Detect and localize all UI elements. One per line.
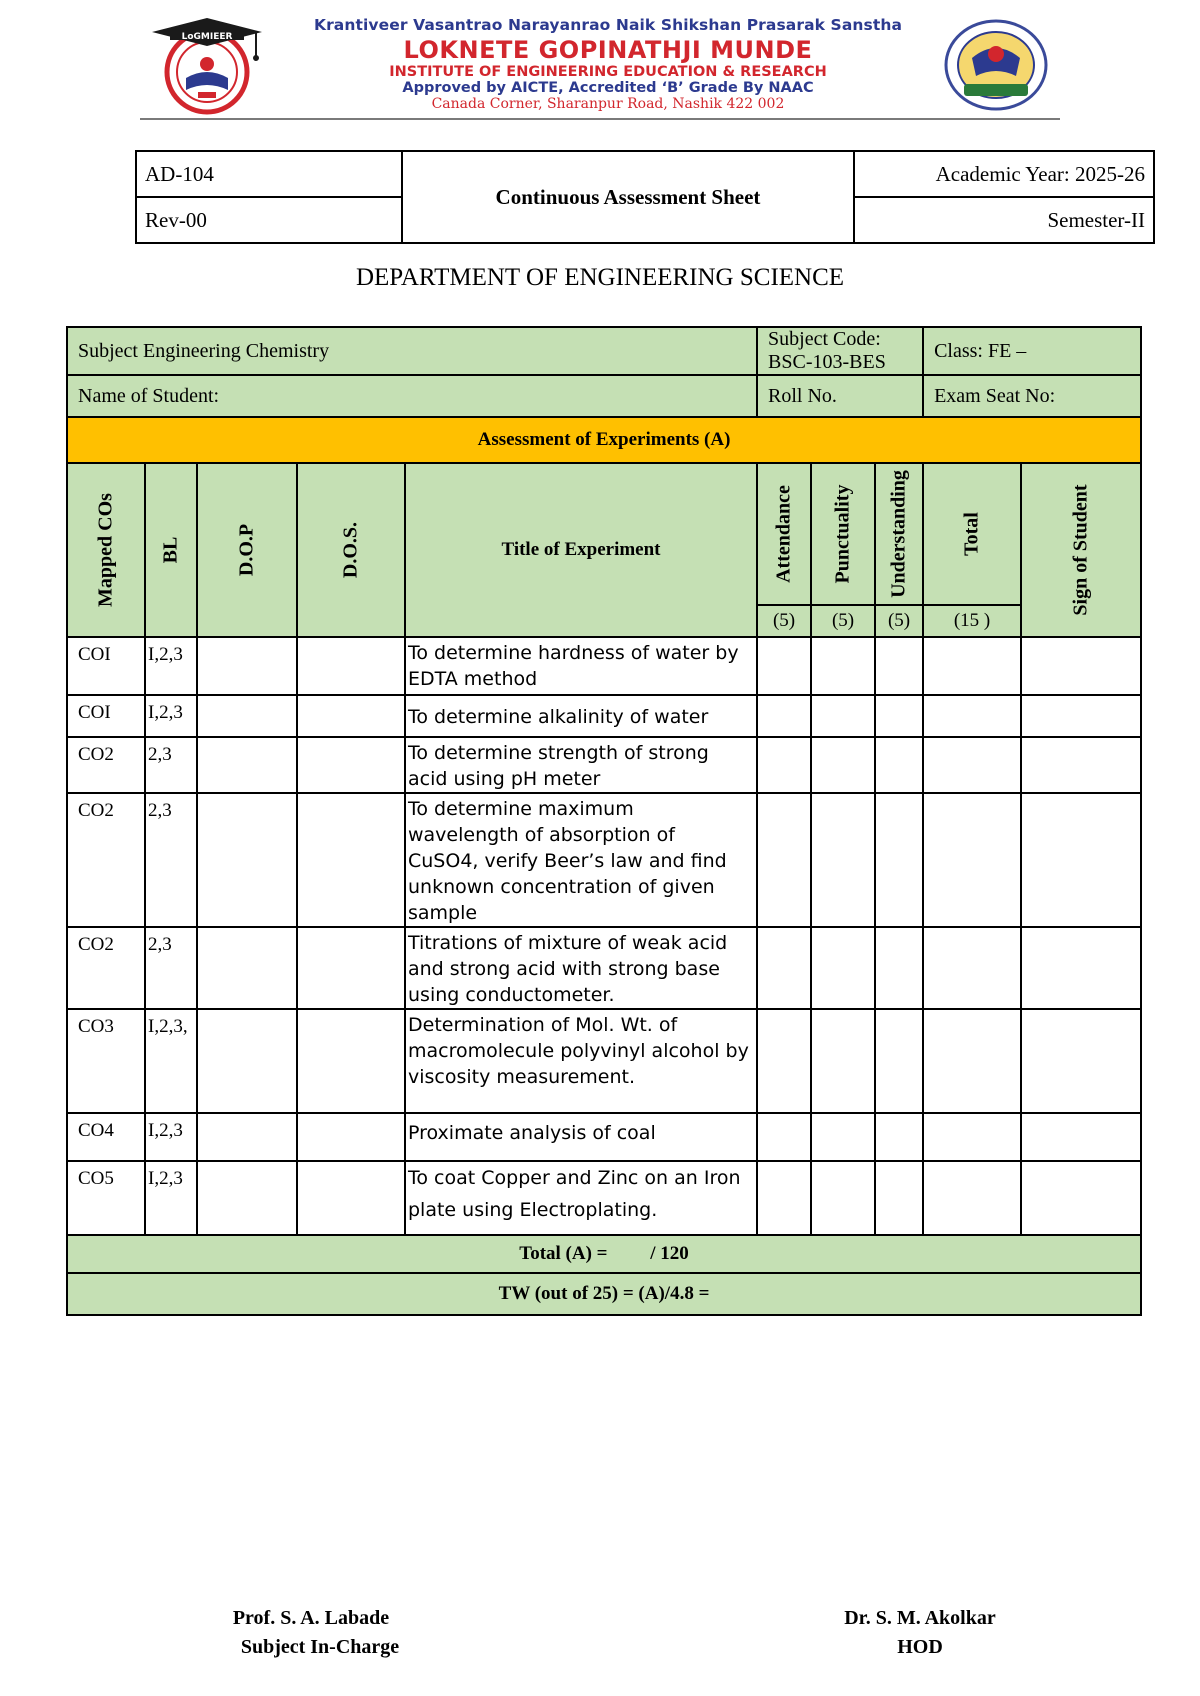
header-title-of-experiment: Title of Experiment	[405, 463, 757, 637]
header-total: Total	[923, 463, 1021, 605]
row-dos[interactable]	[297, 1161, 405, 1235]
row-understanding[interactable]	[875, 1113, 923, 1161]
row-punctuality[interactable]	[811, 737, 875, 793]
incharge-role: Subject In-Charge	[240, 1636, 400, 1658]
section-title: Assessment of Experiments (A)	[67, 417, 1141, 463]
row-co: CO4	[67, 1113, 145, 1161]
row-total[interactable]	[923, 927, 1021, 1009]
row-punctuality[interactable]	[811, 637, 875, 695]
hod-name: Dr. S. M. Akolkar	[844, 1607, 996, 1629]
row-co: COI	[67, 637, 145, 695]
term-work-total: TW (out of 25) = (A)/4.8 =	[67, 1273, 1141, 1315]
row-total[interactable]	[923, 1161, 1021, 1235]
subject-name: Subject Engineering Chemistry	[67, 327, 757, 375]
row-dos[interactable]	[297, 1009, 405, 1113]
row-understanding[interactable]	[875, 1009, 923, 1113]
subject-code: Subject Code: BSC-103-BES	[757, 327, 923, 375]
college-name: LOKNETE GOPINATHJI MUNDE	[403, 36, 813, 64]
society-name: Krantiveer Vasantrao Narayanrao Naik Shikshan Prasarak Sanstha	[313, 16, 903, 34]
row-co: CO2	[67, 793, 145, 927]
form-header-table	[135, 150, 1155, 244]
row-title: To determine hardness of water by EDTA method	[405, 637, 757, 695]
row-attendance[interactable]	[757, 1113, 811, 1161]
table-row	[67, 1113, 1141, 1161]
attendance-max: (5)	[757, 605, 811, 637]
row-bl: 2,3	[145, 737, 197, 793]
row-sign[interactable]	[1021, 1113, 1141, 1161]
row-title: Proximate analysis of coal	[405, 1113, 757, 1161]
row-dop[interactable]	[197, 793, 297, 927]
row-title: Titrations of mixture of weak acid and strong acid with strong base using conductometer.	[405, 927, 757, 1009]
row-understanding[interactable]	[875, 737, 923, 793]
sheet-title: Continuous Assessment Sheet	[402, 151, 854, 243]
row-punctuality[interactable]	[811, 927, 875, 1009]
approval-text: Approved by AICTE, Accredited ‘B’ Grade By NAAC	[402, 80, 814, 96]
assessment-table	[66, 326, 1142, 1316]
row-punctuality[interactable]	[811, 695, 875, 737]
row-sign[interactable]	[1021, 1009, 1141, 1113]
header-understanding: Understanding	[875, 463, 923, 605]
row-dos[interactable]	[297, 1113, 405, 1161]
header-mapped-cos: Mapped COs	[67, 463, 145, 637]
row-sign[interactable]	[1021, 927, 1141, 1009]
row-co: CO3	[67, 1009, 145, 1113]
header-punctuality: Punctuality	[811, 463, 875, 605]
row-dos[interactable]	[297, 695, 405, 737]
table-row	[67, 793, 1141, 927]
row-bl: 2,3	[145, 927, 197, 1009]
student-name-field[interactable]: Name of Student:	[67, 375, 757, 417]
revision: Rev-00	[136, 197, 402, 243]
row-bl: 2,3	[145, 793, 197, 927]
doc-number: AD-104	[136, 151, 402, 197]
row-attendance[interactable]	[757, 737, 811, 793]
row-punctuality[interactable]	[811, 1113, 875, 1161]
semester: Semester-II	[854, 197, 1154, 243]
subject-incharge-signature	[196, 1604, 426, 1662]
row-dop[interactable]	[197, 1009, 297, 1113]
row-sign[interactable]	[1021, 1161, 1141, 1235]
table-row	[67, 1009, 1141, 1113]
roll-no-field[interactable]: Roll No.	[757, 375, 923, 417]
row-bl: I,2,3	[145, 1161, 197, 1235]
row-bl: I,2,3	[145, 1113, 197, 1161]
table-row	[67, 637, 1141, 695]
header-dop: D.O.P	[197, 463, 297, 637]
row-understanding[interactable]	[875, 1161, 923, 1235]
row-co: CO2	[67, 737, 145, 793]
header-dos: D.O.S.	[297, 463, 405, 637]
address-text: Canada Corner, Sharanpur Road, Nashik 422 002	[431, 96, 785, 112]
header-sign: Sign of Student	[1021, 463, 1141, 637]
row-dos[interactable]	[297, 637, 405, 695]
row-co: CO5	[67, 1161, 145, 1235]
row-attendance[interactable]	[757, 1009, 811, 1113]
header-attendance: Attendance	[757, 463, 811, 605]
row-bl: I,2,3,	[145, 1009, 197, 1113]
row-dop[interactable]	[197, 1113, 297, 1161]
class-field: Class: FE –	[923, 327, 1141, 375]
row-understanding[interactable]	[875, 695, 923, 737]
row-title: To determine maximum wavelength of absorption of CuSO4, verify Beer’s law and find unknown concentration of given sample	[405, 793, 757, 927]
row-total[interactable]	[923, 695, 1021, 737]
table-row	[67, 1161, 1141, 1235]
header-divider	[140, 118, 1060, 120]
row-title: To determine strength of strong acid using pH meter	[405, 737, 757, 793]
row-bl: I,2,3	[145, 637, 197, 695]
row-bl: I,2,3	[145, 695, 197, 737]
row-total[interactable]	[923, 1113, 1021, 1161]
row-attendance[interactable]	[757, 637, 811, 695]
svg-text:LoGMIEER: LoGMIEER	[181, 32, 233, 42]
row-dop[interactable]	[197, 737, 297, 793]
row-dos[interactable]	[297, 793, 405, 927]
row-sign[interactable]	[1021, 737, 1141, 793]
department-title: DEPARTMENT OF ENGINEERING SCIENCE	[355, 264, 845, 291]
exam-seat-field[interactable]: Exam Seat No:	[923, 375, 1141, 417]
row-punctuality[interactable]	[811, 1009, 875, 1113]
row-dos[interactable]	[297, 927, 405, 1009]
row-dop[interactable]	[197, 927, 297, 1009]
understanding-max: (5)	[875, 605, 923, 637]
row-total[interactable]	[923, 737, 1021, 793]
row-dos[interactable]	[297, 737, 405, 793]
incharge-name: Prof. S. A. Labade	[232, 1607, 390, 1629]
total-a: Total (A) = / 120	[67, 1235, 1141, 1273]
hod-role: HOD	[897, 1636, 943, 1658]
row-co: COI	[67, 695, 145, 737]
table-row	[67, 695, 1141, 737]
punctuality-max: (5)	[811, 605, 875, 637]
institute-name: INSTITUTE OF ENGINEERING EDUCATION & RESEARCH	[389, 64, 827, 80]
row-understanding[interactable]	[875, 927, 923, 1009]
college-logo	[148, 16, 266, 116]
row-attendance[interactable]	[757, 1161, 811, 1235]
row-understanding[interactable]	[875, 637, 923, 695]
row-dop[interactable]	[197, 637, 297, 695]
row-dop[interactable]	[197, 1161, 297, 1235]
academic-year: Academic Year: 2025-26	[854, 151, 1154, 197]
hod-signature	[820, 1604, 1020, 1662]
letterhead	[140, 14, 1060, 122]
row-attendance[interactable]	[757, 927, 811, 1009]
row-co: CO2	[67, 927, 145, 1009]
header-bl: BL	[145, 463, 197, 637]
row-understanding[interactable]	[875, 793, 923, 927]
row-sign[interactable]	[1021, 695, 1141, 737]
table-row	[67, 737, 1141, 793]
row-title: To determine alkalinity of water	[405, 695, 757, 737]
row-total[interactable]	[923, 793, 1021, 927]
row-attendance[interactable]	[757, 793, 811, 927]
row-punctuality[interactable]	[811, 1161, 875, 1235]
table-row	[67, 927, 1141, 1009]
row-punctuality[interactable]	[811, 793, 875, 927]
total-max: (15 )	[923, 605, 1021, 637]
row-sign[interactable]	[1021, 637, 1141, 695]
row-attendance[interactable]	[757, 695, 811, 737]
row-title: Determination of Mol. Wt. of macromolecule polyvinyl alcohol by viscosity measurement.	[405, 1009, 757, 1113]
row-total[interactable]	[923, 637, 1021, 695]
row-dop[interactable]	[197, 695, 297, 737]
row-total[interactable]	[923, 1009, 1021, 1113]
row-title: To coat Copper and Zinc on an Iron plate using Electroplating.	[405, 1161, 757, 1235]
row-sign[interactable]	[1021, 793, 1141, 927]
society-emblem	[940, 18, 1052, 112]
